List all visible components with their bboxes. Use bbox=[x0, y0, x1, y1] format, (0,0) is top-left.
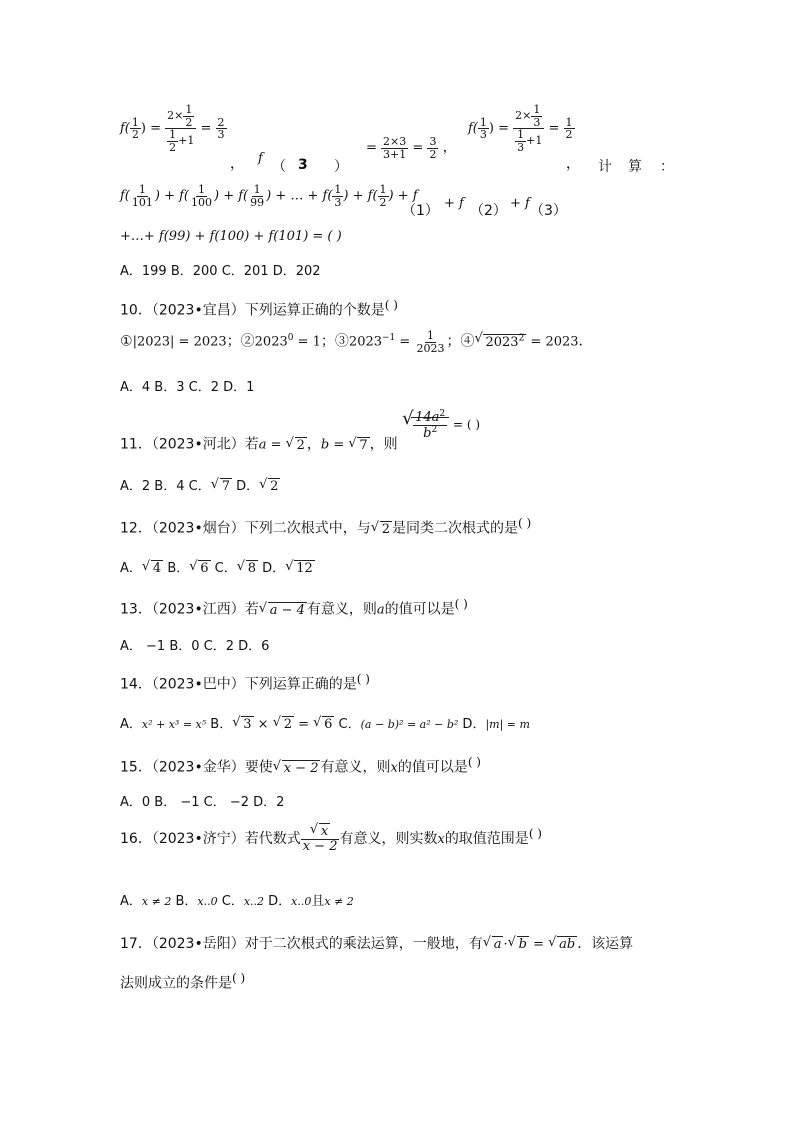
q9-suan: 算 bbox=[628, 159, 642, 175]
q16-options: A．x ≠ 2 B．x..0 C．x..2 D．x..0且x ≠ 2 bbox=[120, 894, 354, 909]
q9-middle-expr: = $\frac{2\times 3}{3+1}$ = $\frac{3}{2}$ ， bbox=[366, 135, 457, 161]
q9-line2: f( $\frac{1}{101}$ ) + f( $\frac{1}{100}$ ) + f( $\frac{1}{99}$ ) + … + f( $\frac{1}{3}$ ) + f( $\frac{1}{2}$ ) + f bbox=[120, 183, 418, 209]
q10-items: ①|2023| = 2023；$②2023^0 = 1$；$③2023^{-1}$ = $\frac{1}{2023}$ ；④√ $2023^2 = 2023$． bbox=[120, 330, 593, 354]
frac-two-thirds: $\frac{2}{3}$ bbox=[217, 115, 225, 142]
q9-third-expr: f( $\frac{1}{3}$ ) = 2× $\frac{1}{3}$ $\frac{1}{3}$ +1 = $\frac{1}{2}$ bbox=[468, 103, 573, 154]
q17-line2: 法则成立的条件是( ) bbox=[120, 971, 246, 992]
q9-paren-close: ） bbox=[334, 159, 348, 175]
q9-paren-open: （ bbox=[272, 159, 286, 175]
q9-p1: （1） bbox=[402, 203, 439, 219]
q9-p3: （3） bbox=[530, 203, 567, 219]
q11-options: A．2 B．4 C．√ 7 D．√ 2 bbox=[120, 475, 280, 494]
q11-big-root: √ $\frac{14a^2}{b^2}$ bbox=[402, 410, 449, 440]
q9-line3: +…+ f(99) + f(100) + f(101) = ( ) bbox=[120, 229, 342, 244]
q10-options: A．4 B．3 C．2 D．1 bbox=[120, 380, 255, 395]
f-half-close: ) = bbox=[140, 121, 161, 137]
q9-options: A．199 B．200 C．201 D．202 bbox=[120, 264, 321, 279]
q15-stem: 15．（2023•金华）要使√ x − 2 有意义，则x的值可以是( ) bbox=[120, 755, 481, 777]
complex-fraction-half: 2× $\frac{1}{2}$ $\frac{1}{2}$ +1 bbox=[167, 103, 195, 154]
q9-line1: f( $\frac{1}{2}$ ) = 2× $\frac{1}{2}$ $\frac{1}{2}$ +1 = $\frac{2}{3}$ bbox=[120, 103, 225, 154]
q17-stem: 17．（2023•岳阳）对于二次根式的乘法运算，一般地，有√ a ·√ b = √ ab ．该运算 bbox=[120, 933, 633, 953]
q12-stem: 12．（2023•烟台）下列二次根式中，与√ 2 是同类二次根式的是( ) bbox=[120, 516, 531, 538]
q13-stem: 13．（2023•江西）若√ a − 4 有意义，则a的值可以是( ) bbox=[120, 597, 468, 619]
q9-colon: ： bbox=[660, 159, 674, 175]
q9-three: 3 bbox=[298, 157, 308, 173]
q9-ji: 计 bbox=[598, 159, 612, 175]
q9-f-label: f bbox=[258, 151, 263, 166]
f-half-lhs: f( bbox=[120, 121, 130, 137]
q9-comma1: ， bbox=[230, 156, 244, 172]
q9-comma3: ， bbox=[566, 156, 580, 172]
q14-stem: 14．（2023•巴中）下列运算正确的是( ) bbox=[120, 672, 370, 693]
q14-options: A．x² + x³ = x⁵ B．√ 3 × √ 2 = √ 6 C．(a − b)² = a² − b² D．|m| = m bbox=[120, 713, 530, 732]
q11-stem: 11．（2023•河北）若a = √ 2 ，b = √ 7 ，则 √ $\frac{14a^2}{b^2}$ = ( ) bbox=[120, 410, 480, 454]
q16-stem: 16．（2023•济宁）若代数式 √ $\frac{x}{x - 2}$ 有意义，则实数x的取值范围是( ) bbox=[120, 825, 542, 853]
q12-options: A．√ 4 B．√ 6 C．√ 8 D．√ 12 bbox=[120, 557, 315, 576]
q9-plus-f1: + f bbox=[444, 196, 464, 211]
frac-one-half: $\frac{1}{2}$ bbox=[131, 115, 139, 142]
q9-p2: （2） bbox=[470, 203, 507, 219]
q9-plus-f2: + f bbox=[510, 196, 530, 211]
q10-stem: 10．（2023•宜昌）下列运算正确的个数是( ) bbox=[120, 298, 398, 319]
q15-options: A．0 B． −1 C． −2 D．2 bbox=[120, 795, 285, 810]
q13-options: A． −1 B．0 C．2 D．6 bbox=[120, 639, 270, 654]
